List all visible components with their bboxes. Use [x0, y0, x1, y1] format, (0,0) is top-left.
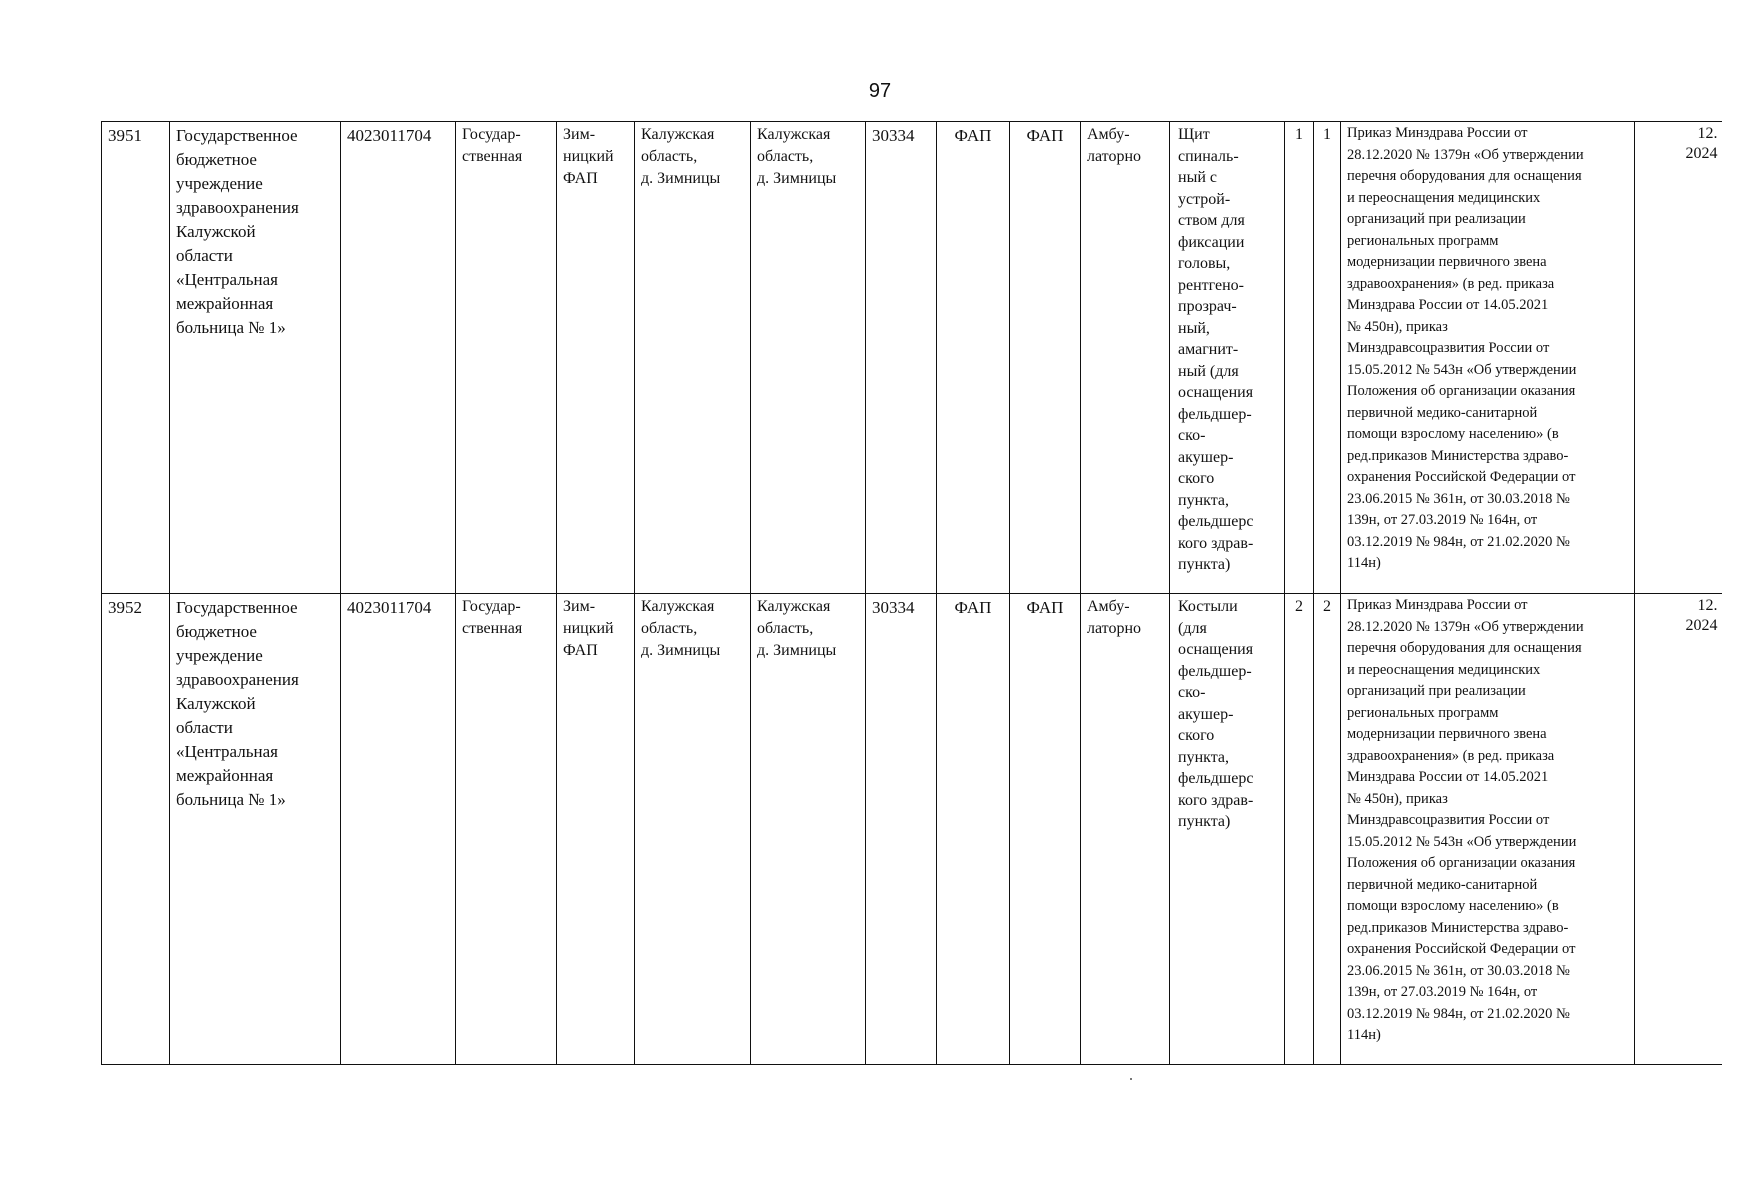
- legal-basis: Приказ Минздрава России от 28.12.2020 № 1379н «Об утверждении перечня оборудования для оснащения и переоснащения медицинских организаций при реализации региональных программ модернизации первичного звена здравоохранения» (в ред. приказа Минздрава России от 14.05.2021 № 450н), приказ Минздравсоцразвития России от 15.05.2012 № 543н «Об утверждении Положения об организации оказания первичной медико-санитарной помощи взрослому населению» (в ред.приказов Министерства здраво- охранения Российской Федерации от 23.06.2015 № 361н, от 30.03.2018 № 139н, от 27.03.2019 № 164н, от 03.12.2019 № 984н, от 21.02.2020 № 114н): [1341, 122, 1635, 594]
- table-row: [102, 594, 1722, 1065]
- equipment-name: Костыли (для оснащения фельдшер- ско- акушер- ского пункта, фельдшерс кого здрав- пункта): [1170, 594, 1285, 1065]
- ownership-form: Государ- ственная: [456, 122, 557, 594]
- subdivision: Зим- ницкий ФАП: [557, 594, 635, 1065]
- facility-type: ФАП: [937, 594, 1010, 1065]
- care-conditions: Амбу- латорно: [1081, 594, 1170, 1065]
- facility-kind: ФАП: [1010, 594, 1081, 1065]
- delivery-date: 12. 2024: [1635, 122, 1722, 594]
- address: Калужская область, д. Зимницы: [751, 122, 866, 594]
- address: Калужская область, д. Зимницы: [751, 594, 866, 1065]
- quantity-total: 2: [1314, 594, 1341, 1065]
- inn: 4023011704: [341, 122, 456, 594]
- equipment-name: Щит спиналь- ный с устрой- ством для фиксации головы, рентгено- прозрач- ный, амагнит- ный (для оснащения фельдшер- ско- акушер- ского пункта, фельдшерс кого здрав- пункта): [1170, 122, 1285, 594]
- equipment-table: [101, 121, 1722, 1065]
- delivery-date: 12. 2024: [1635, 594, 1722, 1065]
- region: Калужская область, д. Зимницы: [635, 122, 751, 594]
- subdivision: Зим- ницкий ФАП: [557, 122, 635, 594]
- organization-name: Государственное бюджетное учреждение здравоохранения Калужской области «Центральная межрайонная больница № 1»: [170, 122, 341, 594]
- organization-name: Государственное бюджетное учреждение здравоохранения Калужской области «Центральная межрайонная больница № 1»: [170, 594, 341, 1065]
- quantity-total: 1: [1314, 122, 1341, 594]
- facility-type: ФАП: [937, 122, 1010, 594]
- quantity-planned: 1: [1285, 122, 1314, 594]
- oktmo-code: 30334: [866, 594, 937, 1065]
- row-number: 3951: [102, 122, 170, 594]
- oktmo-code: 30334: [866, 122, 937, 594]
- table-row: [102, 122, 1722, 594]
- region: Калужская область, д. Зимницы: [635, 594, 751, 1065]
- care-conditions: Амбу- латорно: [1081, 122, 1170, 594]
- ownership-form: Государ- ственная: [456, 594, 557, 1065]
- scan-artifact: [1130, 1078, 1132, 1080]
- page-number: 97: [868, 80, 892, 102]
- row-number: 3952: [102, 594, 170, 1065]
- legal-basis: Приказ Минздрава России от 28.12.2020 № 1379н «Об утверждении перечня оборудования для оснащения и переоснащения медицинских организаций при реализации региональных программ модернизации первичного звена здравоохранения» (в ред. приказа Минздрава России от 14.05.2021 № 450н), приказ Минздравсоцразвития России от 15.05.2012 № 543н «Об утверждении Положения об организации оказания первичной медико-санитарной помощи взрослому населению» (в ред.приказов Министерства здраво- охранения Российской Федерации от 23.06.2015 № 361н, от 30.03.2018 № 139н, от 27.03.2019 № 164н, от 03.12.2019 № 984н, от 21.02.2020 № 114н): [1341, 594, 1635, 1065]
- quantity-planned: 2: [1285, 594, 1314, 1065]
- inn: 4023011704: [341, 594, 456, 1065]
- facility-kind: ФАП: [1010, 122, 1081, 594]
